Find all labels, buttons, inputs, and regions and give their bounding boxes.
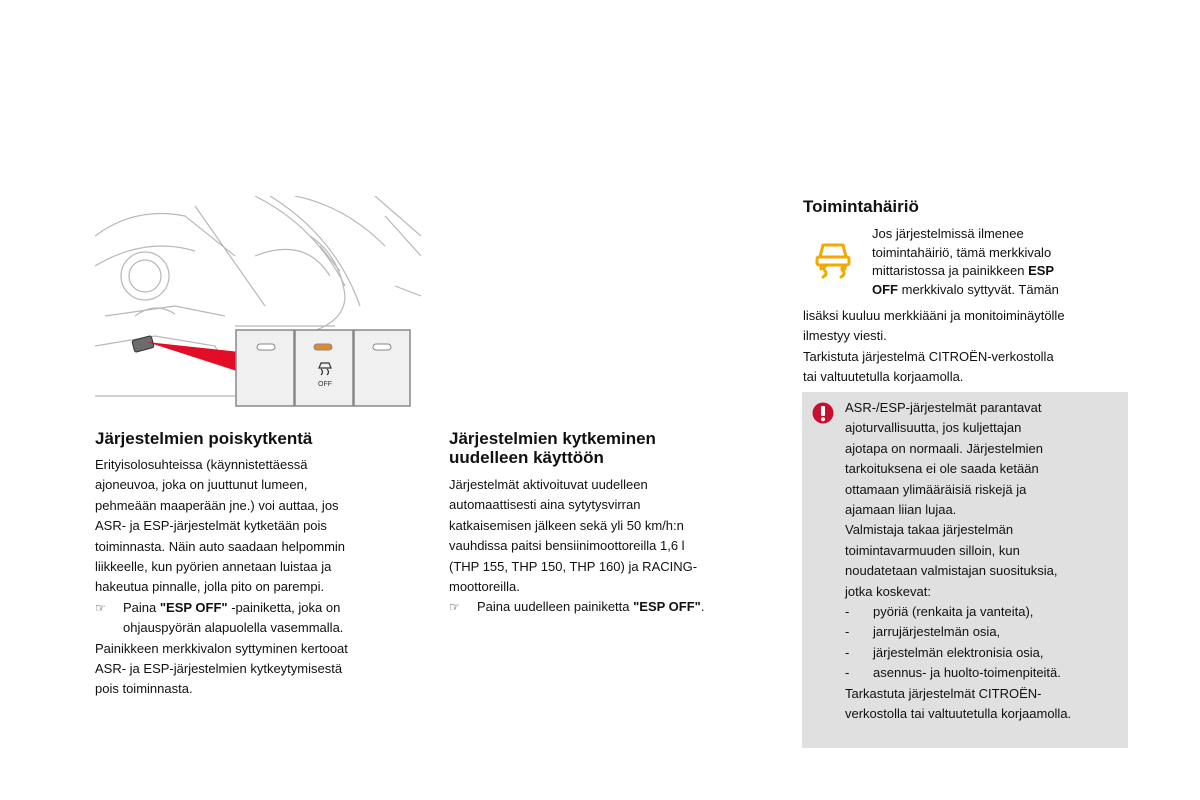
text-line: automaattisesti aina sytytysvirran xyxy=(449,497,641,513)
text-line: Erityisolosuhteissa (käynnistettäessä xyxy=(95,457,308,472)
esp-button-illustration xyxy=(95,196,421,414)
text-line: moottoreilla. xyxy=(449,579,520,595)
exclamation-warning-icon xyxy=(812,402,834,424)
bullet-bold-text: "ESP OFF" xyxy=(159,599,228,615)
section-fault-body xyxy=(803,306,1133,388)
list-item-text: asennus- ja huolto-toimenpiteitä. xyxy=(873,665,1061,681)
text-line: (THP 155, THP 150, THP 160) ja RACING- xyxy=(449,558,698,574)
text-line: toiminnasta. Näin auto saadaan helpommin xyxy=(95,538,346,554)
dashboard-drawing xyxy=(95,196,421,414)
list-item: - asennus- ja huolto-toimenpiteitä. xyxy=(845,663,1125,683)
bullet-text-suffix: . xyxy=(700,599,705,615)
finger-pointer-icon: ☞ xyxy=(449,600,460,615)
text-line: ajoneuvoa, joka on juuttunut lumeen, xyxy=(95,477,308,493)
section-enable-title xyxy=(449,429,656,467)
text-line: hakeutua pinnalle, jolla pito on parempi. xyxy=(95,579,325,595)
text-line: pois toiminnasta. xyxy=(95,681,193,697)
text-line: vauhdissa paitsi bensiinimoottoreilla 1,6 l xyxy=(449,538,685,554)
bold-text: ESP xyxy=(1028,263,1055,278)
warning-text xyxy=(845,398,1125,725)
list-item: - pyöriä (renkaita ja vanteita), xyxy=(845,602,1125,622)
safety-warning-box xyxy=(802,392,1128,748)
bullet-text-line2: ohjauspyörän alapuolella vasemmalla. xyxy=(123,620,344,636)
text-line: liikkeelle, kun pyörien annetaan luistaa ja xyxy=(95,559,332,575)
text-line: katkaisemisen jälkeen sekä yli 50 km/h:n xyxy=(449,517,684,533)
title-line: uudelleen käyttöön xyxy=(449,448,604,467)
text-line: ASR- ja ESP-järjestelmien kytkeytymisestä xyxy=(95,661,343,677)
text-line: pehmeään maaperään jne.) voi auttaa, jos xyxy=(95,497,339,513)
text-line: ajamaan liian lujaa. xyxy=(845,502,957,518)
bullet-bold-text: "ESP OFF" xyxy=(633,599,701,615)
text-line: merkkivalo syttyvät. Tämän xyxy=(898,281,1059,297)
list-item-text: jarrujärjestelmän osia, xyxy=(873,624,1001,640)
text-line: toimintavarmuuden silloin, kun xyxy=(845,542,1020,558)
section-enable-body xyxy=(449,475,779,618)
section-fault-intro xyxy=(872,225,1132,299)
list-item: - jarrujärjestelmän osia, xyxy=(845,622,1125,642)
finger-pointer-icon: ☞ xyxy=(95,600,106,615)
text-line: Painikkeen merkkivalon syttyminen kertooat xyxy=(95,640,348,656)
section-disable-body xyxy=(95,455,425,700)
bold-text: OFF xyxy=(872,281,898,297)
text-line: verkostolla tai valtuutetulla korjaamolla. xyxy=(845,706,1072,722)
text-line: ASR-/ESP-järjestelmät parantavat xyxy=(845,400,1042,415)
text-line: ajotapa on normaali. Järjestelmien xyxy=(845,440,1043,456)
text-line: mittaristossa ja painikkeen xyxy=(872,263,1029,278)
bullet-text: Paina xyxy=(123,599,160,615)
title-line: Järjestelmien kytkeminen xyxy=(449,429,656,448)
instruction-bullet xyxy=(449,597,779,617)
text-line: ajoturvallisuutta, jos kuljettajan xyxy=(845,420,1022,436)
text-line: ASR- ja ESP-järjestelmät kytketään pois xyxy=(95,518,327,534)
esp-warning-lamp-icon xyxy=(810,233,856,279)
text-line: toimintahäiriö, tämä merkkivalo xyxy=(872,244,1052,260)
text-line: noudatetaan valmistajan suosituksia, xyxy=(845,563,1058,579)
section-fault-title: Toimintahäiriö xyxy=(803,197,919,216)
text-line: jotka koskevat: xyxy=(845,583,931,599)
text-line: Järjestelmät aktivoituvat uudelleen xyxy=(449,477,648,492)
list-item-text: järjestelmän elektronisia osia, xyxy=(873,644,1044,660)
text-line: tai valtuutetulla korjaamolla. xyxy=(803,369,964,385)
text-line: ottamaan ylimääräisiä riskejä ja xyxy=(845,481,1027,497)
text-line: lisäksi kuuluu merkkiääni ja monitoiminäytölle xyxy=(803,308,1065,323)
esp-off-label: OFF xyxy=(318,381,332,388)
section-disable-title: Järjestelmien poiskytkentä xyxy=(95,429,313,448)
text-line: Valmistaja takaa järjestelmän xyxy=(845,522,1014,538)
list-item-text: pyöriä (renkaita ja vanteita), xyxy=(873,604,1034,620)
text-line: Jos järjestelmissä ilmenee xyxy=(872,226,1024,241)
text-line: tarkoituksena ei ole saada ketään xyxy=(845,461,1039,477)
instruction-bullet xyxy=(95,598,425,639)
bullet-text: Paina uudelleen painiketta xyxy=(477,599,634,615)
text-line: Tarkastuta järjestelmät CITROËN- xyxy=(845,685,1042,701)
bullet-text-suffix: -painiketta, joka on xyxy=(227,599,341,615)
text-line: Tarkistuta järjestelmä CITROËN-verkostolla xyxy=(803,348,1054,364)
text-line: ilmestyy viesti. xyxy=(803,328,887,344)
list-item: - järjestelmän elektronisia osia, xyxy=(845,643,1125,663)
